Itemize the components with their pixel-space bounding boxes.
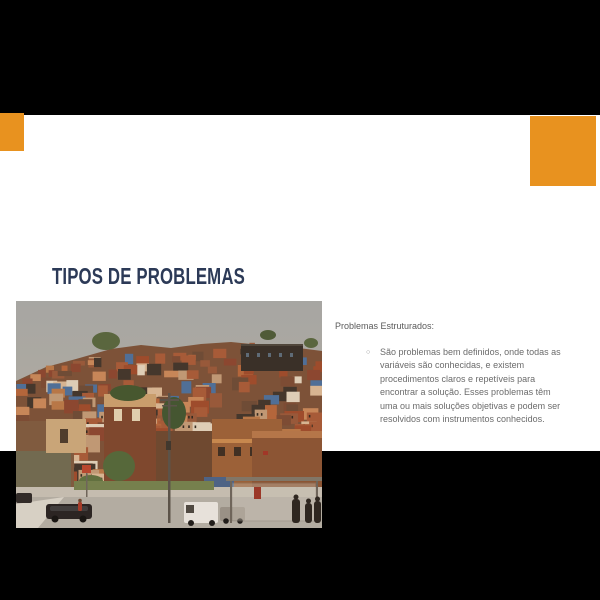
accent-bar-right (530, 116, 596, 186)
accent-bar-left (0, 113, 24, 151)
bullet-item (366, 346, 562, 426)
bullet-circle-marker: ○ (366, 349, 371, 356)
section-heading: Problemas Estruturados: (335, 321, 435, 331)
slide (0, 115, 600, 451)
favela-photo (16, 301, 322, 528)
content-column (335, 320, 567, 425)
bullet-text: São problemas bem definidos, onde todas as variáveis são conhecidas, e existem procedimentos claros e repetíveis para encontrar a solução. Esses problemas têm uma ou mais soluções objetivas e podem ser resolvidos com instrumentos conhecidos. (380, 347, 561, 425)
slide-title: TIPOS DE PROBLEMAS (52, 263, 245, 289)
